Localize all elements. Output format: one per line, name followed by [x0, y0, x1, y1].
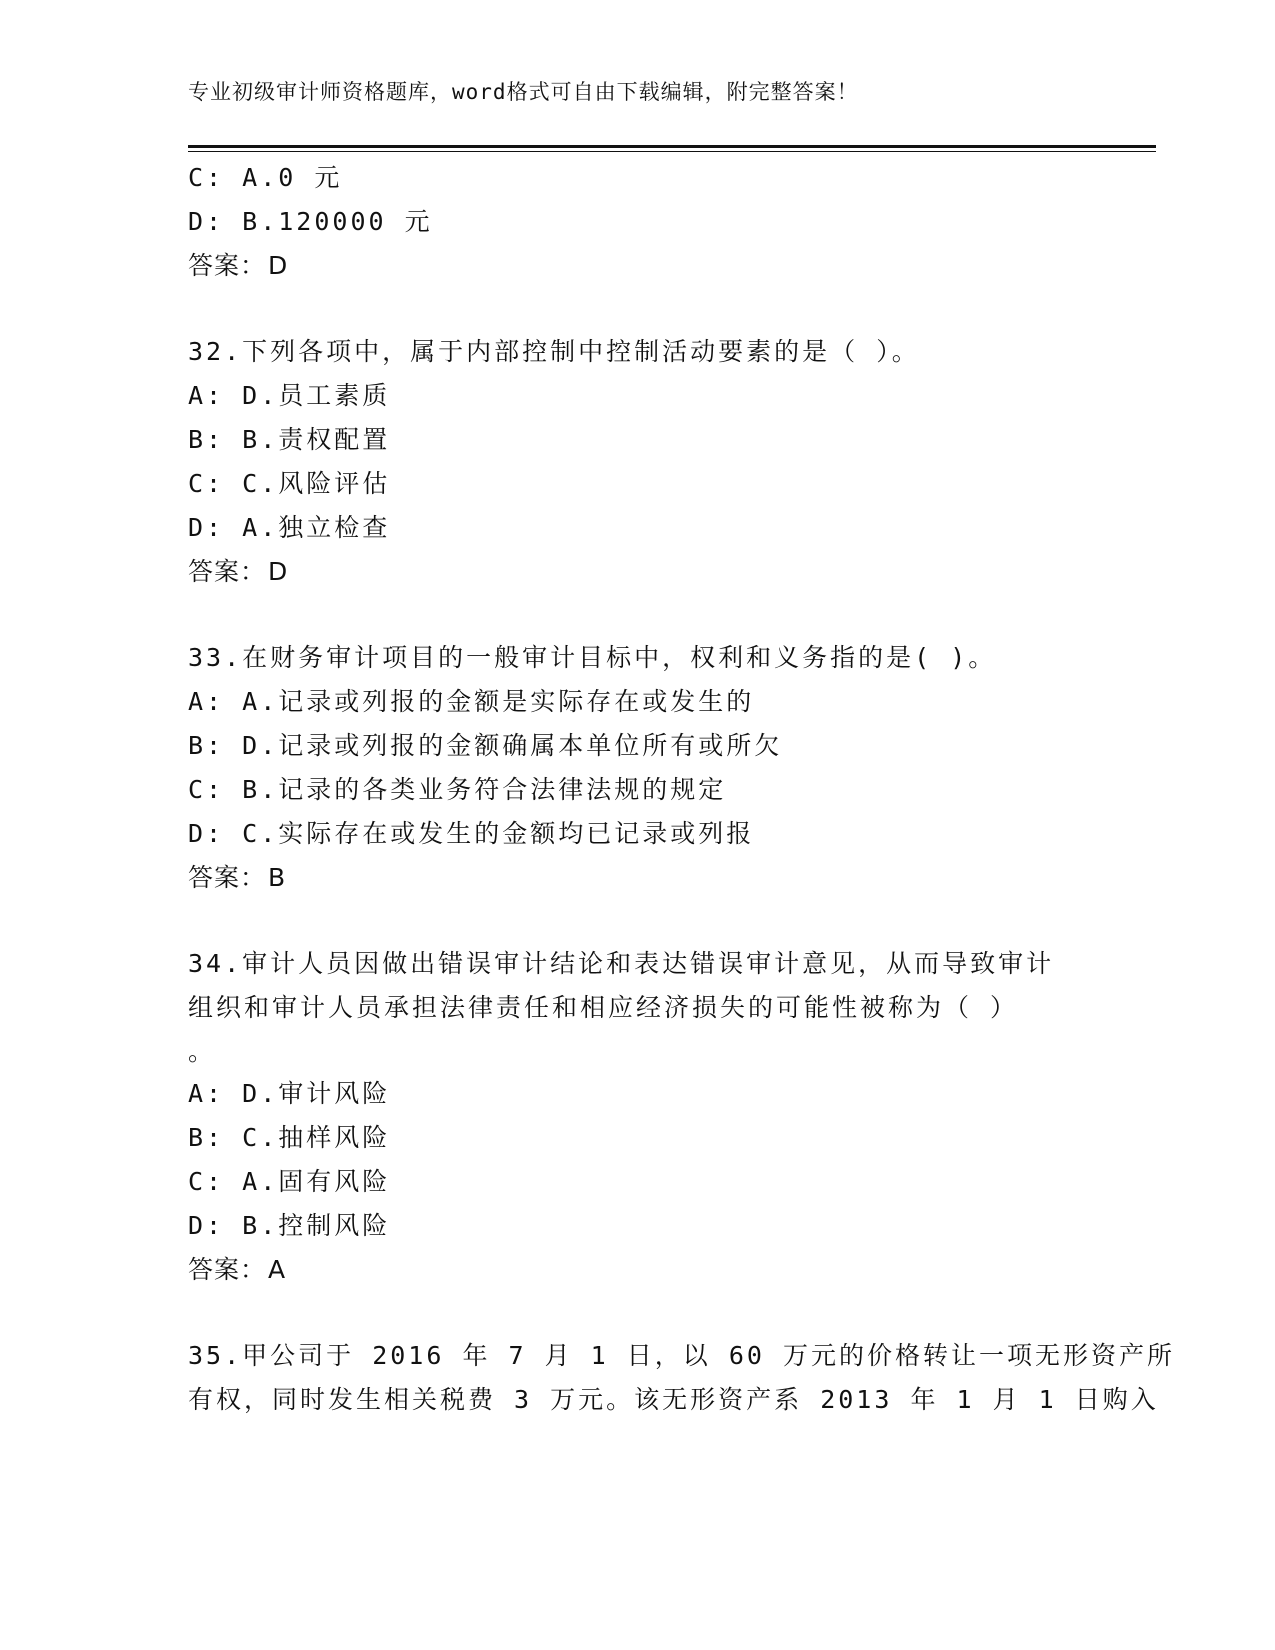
header-rule-thick: [188, 145, 1156, 148]
option-line: C: C.风险评估: [188, 469, 391, 498]
option-line: D: A.独立检查: [188, 513, 391, 542]
page-header: 专业初级审计师资格题库，word格式可自由下载编辑，附完整答案！: [188, 80, 859, 104]
answer-value: D: [268, 557, 289, 586]
answer-label: 答案：: [188, 863, 267, 892]
option-line: C: B.记录的各类业务符合法律法规的规定: [188, 775, 727, 804]
answer-label: 答案：: [188, 1255, 267, 1284]
answer-line: [188, 250, 288, 282]
option-line: C: A.0 元: [188, 163, 343, 192]
question-stem: 有权，同时发生相关税费 3 万元。该无形资产系 2013 年 1 月 1 日购入: [188, 1385, 1159, 1414]
answer-value: A: [268, 1255, 287, 1284]
header-rule-thin: [188, 151, 1156, 152]
option-line: D: B.控制风险: [188, 1211, 391, 1240]
answer-label: 答案：: [188, 251, 267, 280]
option-line: B: D.记录或列报的金额确属本单位所有或所欠: [188, 731, 783, 760]
answer-label: 答案：: [188, 557, 267, 586]
answer-value: B: [268, 863, 287, 892]
answer-line: [188, 862, 286, 894]
option-line: B: B.责权配置: [188, 425, 391, 454]
question-stem: 35.甲公司于 2016 年 7 月 1 日，以 60 万元的价格转让一项无形资产所: [188, 1341, 1175, 1370]
option-line: B: C.抽样风险: [188, 1123, 391, 1152]
answer-value: D: [268, 251, 289, 280]
option-line: D: C.实际存在或发生的金额均已记录或列报: [188, 819, 755, 848]
option-line: A: D.审计风险: [188, 1079, 391, 1108]
option-line: D: B.120000 元: [188, 207, 433, 236]
question-stem: 34.审计人员因做出错误审计结论和表达错误审计意见，从而导致审计: [188, 949, 1055, 978]
option-line: A: D.员工素质: [188, 381, 391, 410]
option-line: C: A.固有风险: [188, 1167, 391, 1196]
question-stem: 组织和审计人员承担法律责任和相应经济损失的可能性被称为（ ）: [188, 993, 1019, 1022]
question-stem: 33.在财务审计项目的一般审计目标中，权利和义务指的是( )。: [188, 643, 997, 672]
option-line: A: A.记录或列报的金额是实际存在或发生的: [188, 687, 755, 716]
answer-line: [188, 556, 288, 588]
question-stem: 32.下列各项中，属于内部控制中控制活动要素的是（ ）。: [188, 337, 920, 366]
answer-line: [188, 1254, 286, 1286]
question-stem: 。: [188, 1037, 217, 1066]
